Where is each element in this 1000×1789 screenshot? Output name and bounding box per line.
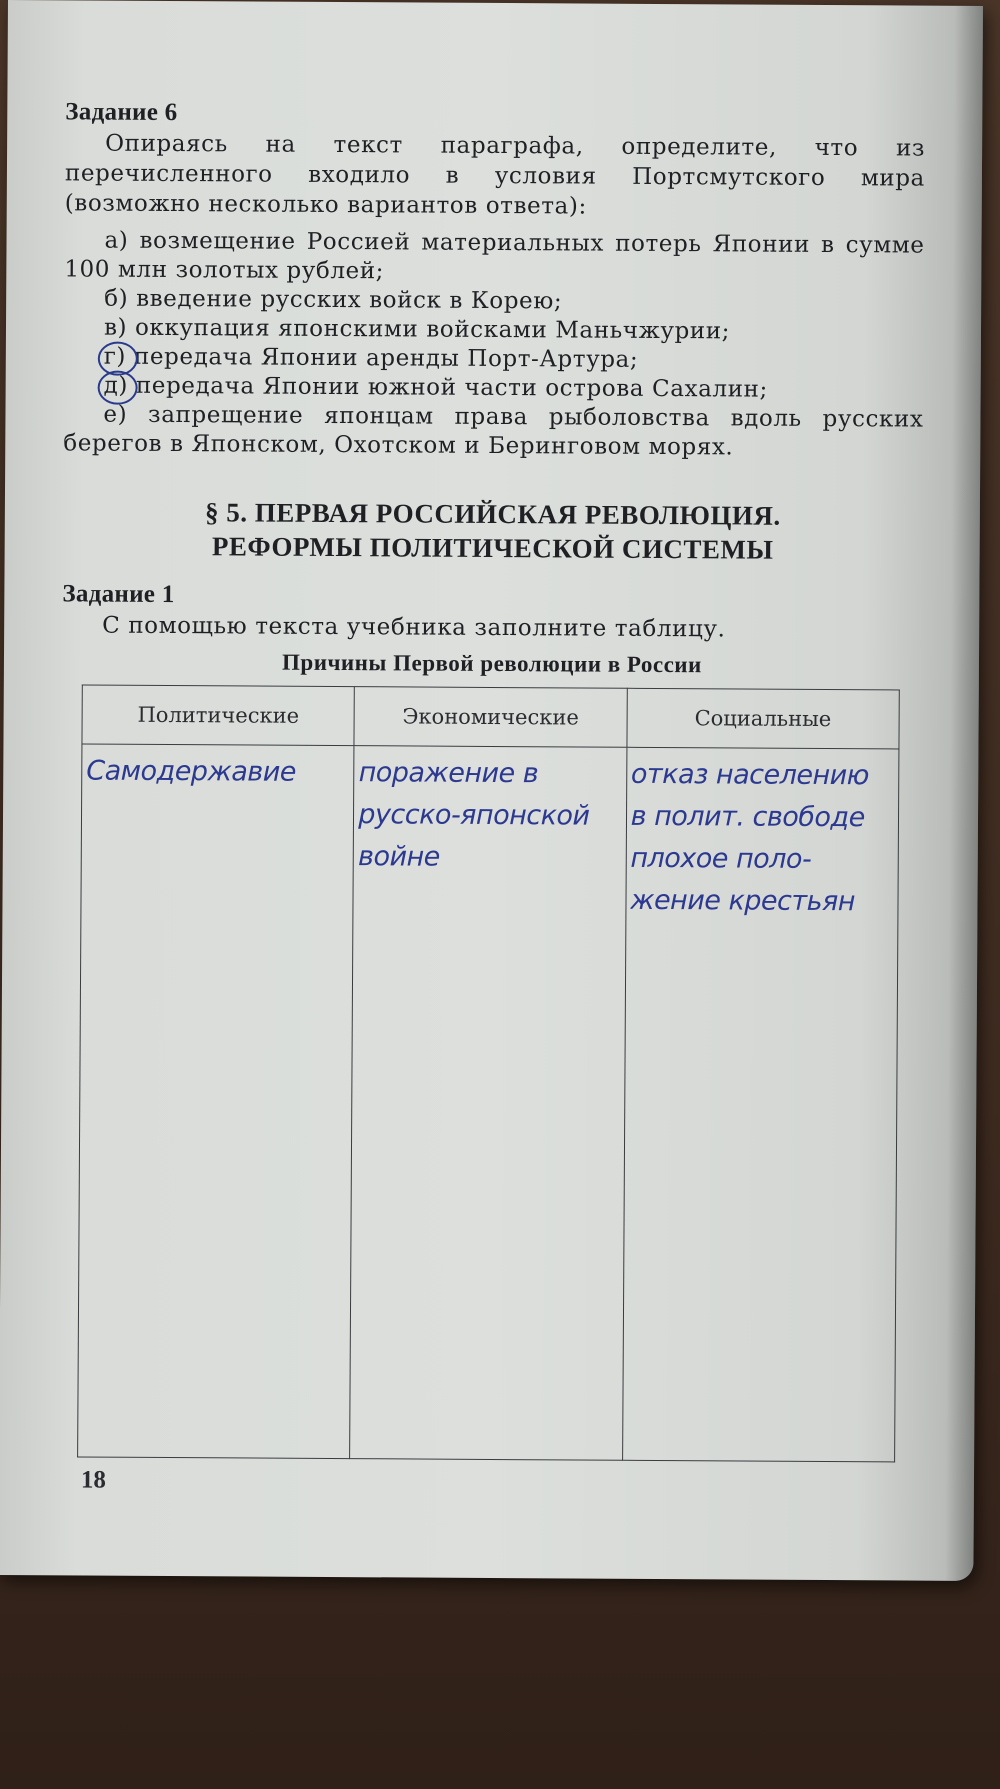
task6-title: Задание 6	[65, 98, 178, 127]
section-title	[63, 494, 923, 567]
task1-prompt: С помощью текста учебника заполните таблицу.	[102, 612, 726, 643]
handwritten-line: войне	[358, 841, 440, 873]
page-binding-shadow	[945, 6, 983, 1581]
task6-prompt: Опираясь на текст параграфа, определите, что из перечисленного входило в условия Портсмутского мира (возможно несколько вариантов ответа):	[64, 130, 926, 220]
task6-option-b: б) введение русских войск в Корею;	[104, 285, 563, 315]
handwritten-line: жение крестьян	[630, 884, 856, 918]
handwritten-line: поражение в	[358, 757, 539, 790]
cell-social[interactable]	[622, 747, 899, 1462]
column-header-political: Политические	[82, 685, 355, 746]
section-title-line1: § 5. ПЕРВАЯ РОССИЙСКАЯ РЕВОЛЮЦИЯ.	[204, 497, 781, 531]
column-header-economic: Экономические	[354, 687, 627, 748]
task6-options	[63, 226, 924, 463]
handwritten-line: плохое поло-	[630, 842, 812, 875]
handwritten-line: отказ населению	[630, 758, 870, 792]
task1-title: Задание 1	[62, 580, 175, 609]
handwritten-line: в полит. свободе	[630, 800, 865, 834]
table-title: Причины Первой революции в России	[281, 649, 702, 678]
column-header-social: Социальные	[627, 688, 900, 749]
page-number: 18	[80, 1466, 107, 1494]
handwritten-line: русско-японской	[358, 799, 590, 832]
task6-option-a: а) возмещение Россией материальных потерь Японии в сумме 100 млн золотых рублей;	[64, 227, 925, 285]
page-content	[57, 96, 925, 1462]
task6-option-g: г) передача Японии аренды Порт-Артура;	[64, 342, 924, 376]
task6-option-d: д) передача Японии южной части острова Сахалин;	[64, 371, 924, 405]
handwritten-line: Самодержавие	[86, 755, 297, 788]
task6-option-v: в) оккупация японскими войсками Маньчжурии;	[103, 314, 731, 345]
table-row	[78, 744, 899, 1462]
table-header-row	[82, 685, 899, 749]
cell-political[interactable]	[78, 744, 355, 1459]
cell-economic[interactable]	[350, 746, 627, 1461]
task6-option-e: е) запрещение японцам права рыболовства вдоль русских берегов в Японском, Охотском и Беринговом морях.	[63, 401, 924, 461]
section-title-line2: РЕФОРМЫ ПОЛИТИЧЕСКОЙ СИСТЕМЫ	[211, 531, 774, 565]
causes-table	[77, 684, 900, 1462]
